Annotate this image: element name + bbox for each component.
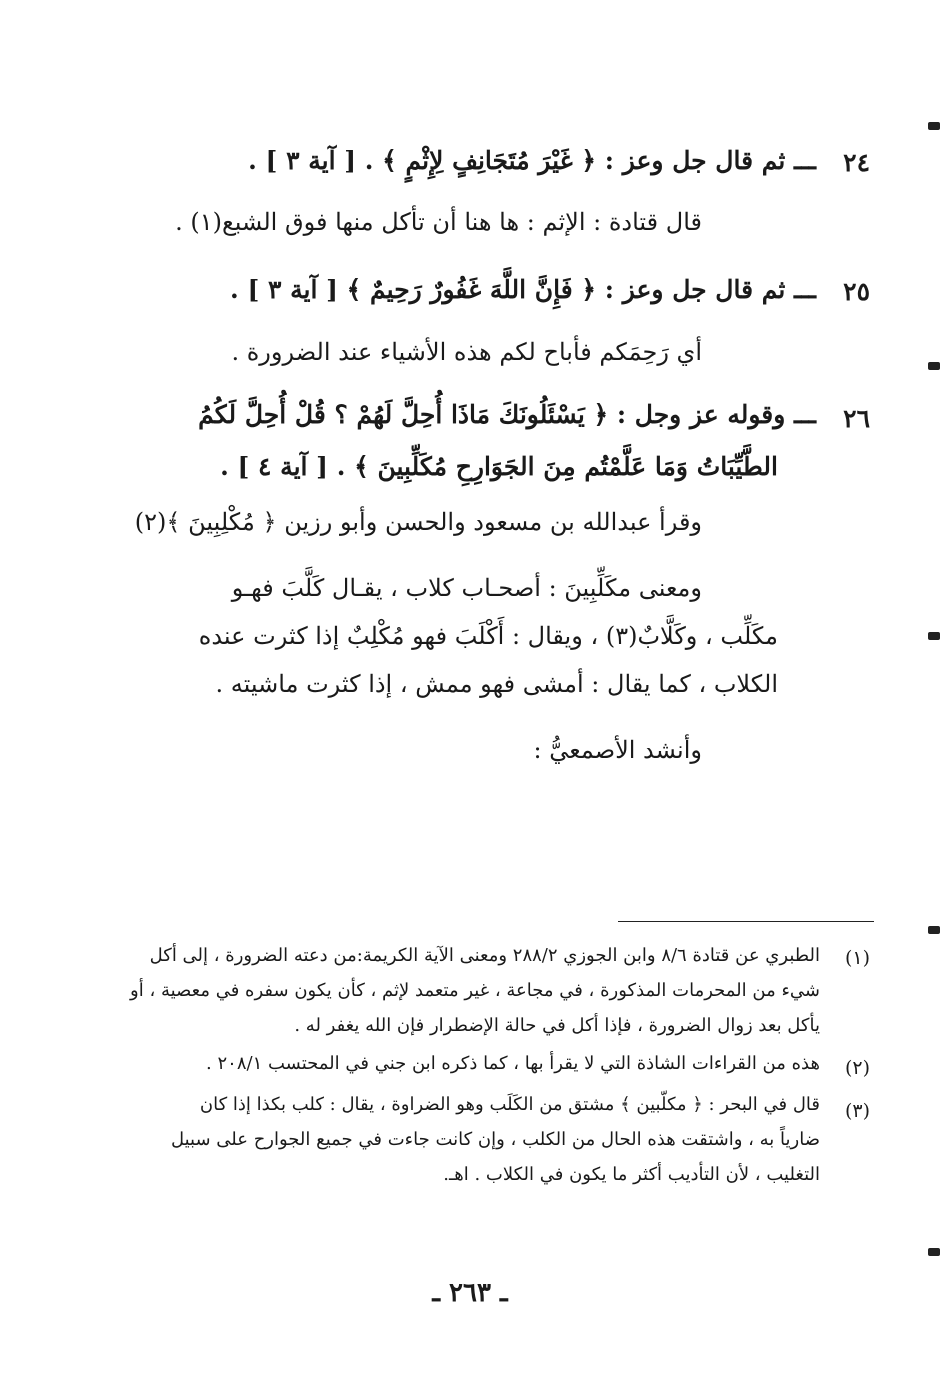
page-number: ـ ٢٦٣ ـ <box>432 1278 508 1308</box>
footnote-2-line-1: هذه من القراءات الشاذة التي لا يقرأ بها ، كما ذكره ابن جني في المحتسب ٢٠٨/١ . <box>206 1053 820 1074</box>
footnote-number-1: (١) <box>844 947 870 969</box>
entry-26-poem-intro: وأنشد الأصمعيُّ : <box>533 736 702 764</box>
entry-25-line-1: ـــ ثم قال جل وعز : ﴿ فَإِنَّ اللَّهَ غَفُورٌ رَحِيمٌ ﴾ [ آية ٣ ] . <box>230 275 816 304</box>
footnote-3-line-3: التغليب ، لأن التأديب أكثر ما يكون في الكلاب . اهـ. <box>443 1164 820 1185</box>
entry-number-24: ٢٤ <box>843 148 870 177</box>
scan-edge-mark <box>928 926 940 934</box>
entry-number-26: ٢٦ <box>843 404 870 433</box>
entry-25-commentary: أي رَحِمَكم فأباح لكم هذه الأشياء عند الضرورة . <box>231 338 702 366</box>
entry-24-line-1: ـــ ثم قال جل وعز : ﴿ غَيْرَ مُتَجَانِفٍ لِإِثْمٍ ﴾ . [ آية ٣ ] . <box>248 146 816 175</box>
entry-26-line-1: ـــ وقوله عز وجل : ﴿ يَسْئَلُونَكَ مَاذَا أُحِلَّ لَهُمْ ؟ قُلْ أُحِلَّ لَكُمُ <box>198 400 816 429</box>
entry-26-meaning-line-1: ومعنى مكَلِّبِينَ : أصحـاب كلاب ، يقـال كَلَّبَ فهـو <box>231 574 702 602</box>
scan-edge-mark <box>928 122 940 130</box>
footnote-number-3: (٣) <box>844 1100 870 1122</box>
footnote-3-line-2: ضارياً به ، واشتقت هذه الحال من الكلب ، وإن كانت جاءت في جميع الجوارح على سبيل <box>170 1129 820 1150</box>
footnote-3-line-1: قال في البحر : ﴿ مكلّبين ﴾ مشتق من الكَلَب وهو الضراوة ، يقال : كلب بكذا إذا كان <box>199 1094 820 1115</box>
footnote-1-line-3: يأكل بعد زوال الضرورة ، فإذا أكل في حالة الإضطرار فإن الله يغفر له . <box>294 1015 820 1036</box>
entry-26-meaning-line-2: مكَلِّب ، وكَلَّابٌ(٣) ، ويقال : أَكْلَبَ فهو مُكْلِبٌ إذا كثرت عنده <box>198 622 778 650</box>
entry-26-reading: وقرأ عبدالله بن مسعود والحسن وأبو رزين ﴿ مُكْلِبِينَ ﴾(٢) <box>134 508 702 536</box>
footnote-separator <box>618 921 874 922</box>
scan-edge-mark <box>928 362 940 370</box>
scan-edge-mark <box>928 632 940 640</box>
entry-24-commentary: قال قتادة : الإثم : ها هنا أن تأكل منها فوق الشبع(١) . <box>175 208 702 236</box>
footnote-1-line-2: شيء من المحرمات المذكورة ، في مجاعة ، غير متعمد لإثم ، كأن يكون سفره في معصية ، أو <box>130 980 820 1001</box>
entry-26-meaning-line-3: الكلاب ، كما يقال : أمشى فهو ممش ، إذا كثرت ماشيته . <box>215 670 778 698</box>
scan-edge-mark <box>928 1248 940 1256</box>
entry-26-line-2: الطَّيِّبَاتُ وَمَا عَلَّمْتُم مِنَ الجَوَارِحِ مُكَلِّبِينَ ﴾ . [ آية ٤ ] . <box>220 452 778 481</box>
footnote-number-2: (٢) <box>844 1057 870 1079</box>
footnote-1-line-1: الطبري عن قتادة ٨/٦ وابن الجوزي ٢٨٨/٢ ومعنى الآية الكريمة:من دعته الضرورة ، إلى أكل <box>149 945 820 966</box>
entry-number-25: ٢٥ <box>843 277 870 306</box>
